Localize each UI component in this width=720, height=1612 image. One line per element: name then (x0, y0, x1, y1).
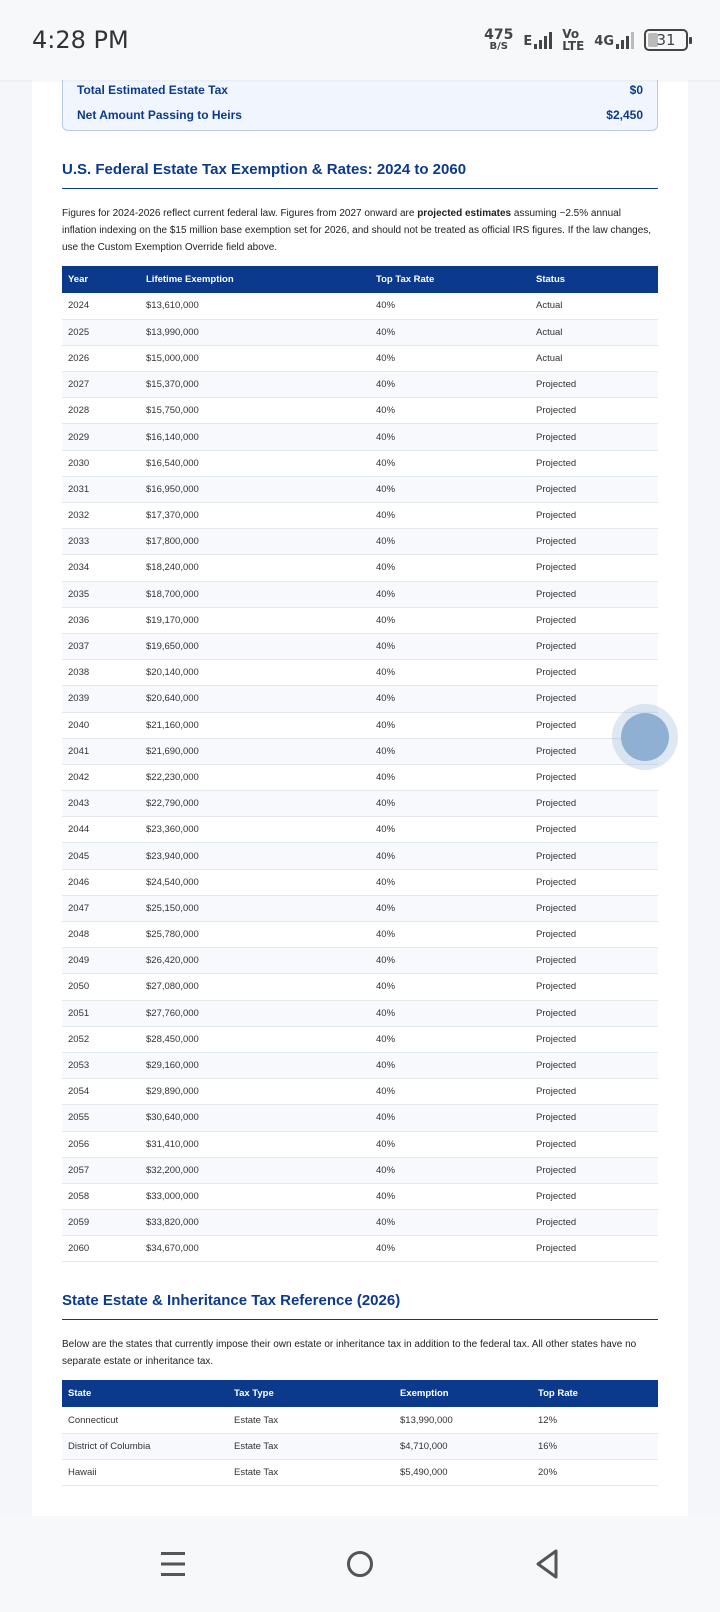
table-row (62, 660, 658, 686)
table-cell: $21,160,000 (140, 712, 370, 738)
table-cell: 2038 (62, 660, 140, 686)
table-cell: 2027 (62, 372, 140, 398)
table-cell: 2052 (62, 1026, 140, 1052)
table-cell: $23,940,000 (140, 843, 370, 869)
table-cell: 2035 (62, 581, 140, 607)
table-cell: 40% (370, 1000, 530, 1026)
summary-row-estate-tax (77, 80, 643, 100)
table-cell: 40% (370, 974, 530, 1000)
table-cell: $30,640,000 (140, 1105, 370, 1131)
table-cell: 2034 (62, 555, 140, 581)
table-cell: $21,690,000 (140, 738, 370, 764)
table-cell: 2044 (62, 817, 140, 843)
table-cell: 40% (370, 450, 530, 476)
table-row (62, 1236, 658, 1262)
table-cell: $24,540,000 (140, 869, 370, 895)
table-cell: 40% (370, 607, 530, 633)
table-cell: Projected (530, 764, 658, 790)
table-cell: 40% (370, 1052, 530, 1078)
header-year: Year (62, 266, 140, 293)
table-cell: Projected (530, 476, 658, 502)
table-cell: Projected (530, 869, 658, 895)
table-cell: 40% (370, 764, 530, 790)
table-cell: $26,420,000 (140, 948, 370, 974)
table-cell: Projected (530, 1157, 658, 1183)
table-cell: 40% (370, 869, 530, 895)
recent-apps-button[interactable] (143, 1539, 203, 1589)
header-top-rate: Top Rate (532, 1380, 658, 1407)
table-cell: Projected (530, 1183, 658, 1209)
table-cell: $23,360,000 (140, 817, 370, 843)
table-cell: Projected (530, 791, 658, 817)
table-cell: 40% (370, 712, 530, 738)
table-row (62, 1407, 658, 1433)
table-cell: 40% (370, 293, 530, 319)
header-rate: Top Tax Rate (370, 266, 530, 293)
table-cell: Projected (530, 1131, 658, 1157)
volte-bottom: LTE (562, 39, 585, 53)
home-button[interactable] (330, 1539, 390, 1589)
table-cell: 2041 (62, 738, 140, 764)
federal-description: Figures for 2024-2026 reflect current federal law. Figures from 2027 onward are projected estimates assuming ~2.5% annual inflation indexing on the $15 million base exemption set for 2026, and should not be treated as official IRS figures. If the law changes, use the Custom Exemption Override field above. (62, 208, 652, 253)
table-cell: Projected (530, 817, 658, 843)
state-tax-table (62, 1380, 658, 1486)
table-cell: Projected (530, 1210, 658, 1236)
table-cell: $33,000,000 (140, 1183, 370, 1209)
table-cell: $19,170,000 (140, 607, 370, 633)
table-cell: Projected (530, 1000, 658, 1026)
table-header-row (62, 1380, 658, 1407)
signal-2-icon (594, 31, 634, 49)
table-row (62, 1079, 658, 1105)
table-cell: 40% (370, 660, 530, 686)
table-cell: $15,370,000 (140, 372, 370, 398)
home-circle-icon (345, 1549, 375, 1579)
table-cell: Projected (530, 529, 658, 555)
floating-button-core[interactable] (621, 713, 669, 761)
table-cell: 2031 (62, 476, 140, 502)
table-cell: District of Columbia (62, 1433, 228, 1459)
table-cell: Projected (530, 398, 658, 424)
table-row (62, 555, 658, 581)
floating-assistive-button[interactable] (612, 704, 678, 770)
table-cell: 40% (370, 843, 530, 869)
table-cell: 40% (370, 529, 530, 555)
table-cell: $13,990,000 (394, 1407, 532, 1433)
table-cell: 40% (370, 476, 530, 502)
table-cell: 12% (532, 1407, 658, 1433)
clock: 4:28 PM (32, 26, 129, 54)
table-row (62, 581, 658, 607)
table-cell: $16,540,000 (140, 450, 370, 476)
table-cell: 40% (370, 1105, 530, 1131)
table-cell: $5,490,000 (394, 1459, 532, 1485)
table-cell: Projected (530, 503, 658, 529)
table-cell: 2028 (62, 398, 140, 424)
table-row (62, 869, 658, 895)
header-exemption: Exemption (394, 1380, 532, 1407)
table-cell: 40% (370, 1183, 530, 1209)
network-speed-unit: B/S (489, 41, 508, 52)
table-cell: 2053 (62, 1052, 140, 1078)
table-cell: Projected (530, 948, 658, 974)
table-cell: 2048 (62, 922, 140, 948)
back-button[interactable] (517, 1539, 577, 1589)
network-type-2: 4G (594, 34, 614, 49)
table-row (62, 293, 658, 319)
table-cell: Hawaii (62, 1459, 228, 1485)
summary-row-net-heirs (77, 100, 643, 130)
table-cell: $20,640,000 (140, 686, 370, 712)
table-cell: 40% (370, 372, 530, 398)
table-cell: Actual (530, 319, 658, 345)
summary-value: $0 (629, 83, 643, 97)
table-cell: $19,650,000 (140, 633, 370, 659)
table-cell: Projected (530, 1236, 658, 1262)
table-cell: 40% (370, 817, 530, 843)
table-cell: Projected (530, 450, 658, 476)
table-row (62, 948, 658, 974)
table-cell: 2030 (62, 450, 140, 476)
table-cell: Connecticut (62, 1407, 228, 1433)
table-cell: $27,080,000 (140, 974, 370, 1000)
table-cell: $17,800,000 (140, 529, 370, 555)
table-cell: 2047 (62, 895, 140, 921)
table-cell: 20% (532, 1459, 658, 1485)
table-row (62, 476, 658, 502)
table-cell: 40% (370, 1157, 530, 1183)
table-row (62, 712, 658, 738)
table-cell: Projected (530, 843, 658, 869)
table-cell: Projected (530, 1052, 658, 1078)
table-row (62, 1000, 658, 1026)
table-row (62, 345, 658, 371)
network-speed (484, 28, 513, 52)
table-row (62, 398, 658, 424)
table-cell: 40% (370, 424, 530, 450)
table-cell: Estate Tax (228, 1433, 394, 1459)
table-cell: 2042 (62, 764, 140, 790)
table-cell: Projected (530, 1079, 658, 1105)
battery-icon (644, 29, 688, 51)
state-description: Below are the states that currently impose their own estate or inheritance tax in addition to the federal tax. All other states have no separate estate or inheritance tax. (62, 1339, 637, 1368)
table-cell: Projected (530, 1105, 658, 1131)
table-row (62, 1459, 658, 1485)
table-cell: Projected (530, 581, 658, 607)
table-cell: 40% (370, 686, 530, 712)
table-row (62, 372, 658, 398)
table-cell: 2050 (62, 974, 140, 1000)
table-cell: $15,000,000 (140, 345, 370, 371)
table-row (62, 817, 658, 843)
table-cell: $15,750,000 (140, 398, 370, 424)
table-cell: 2045 (62, 843, 140, 869)
federal-section-title: U.S. Federal Estate Tax Exemption & Rates: 2024 to 2060 (62, 161, 658, 189)
status-bar (0, 0, 720, 80)
table-cell: Projected (530, 660, 658, 686)
table-cell: $20,140,000 (140, 660, 370, 686)
table-cell: 40% (370, 738, 530, 764)
summary-value: $2,450 (606, 108, 643, 122)
system-icons (484, 28, 688, 52)
table-row (62, 424, 658, 450)
table-cell: $34,670,000 (140, 1236, 370, 1262)
header-tax-type: Tax Type (228, 1380, 394, 1407)
table-cell: 16% (532, 1433, 658, 1459)
table-cell: $28,450,000 (140, 1026, 370, 1052)
signal-1-icon (523, 31, 552, 49)
table-cell: Actual (530, 345, 658, 371)
table-cell: 2059 (62, 1210, 140, 1236)
table-row (62, 1183, 658, 1209)
table-cell: $18,700,000 (140, 581, 370, 607)
table-cell: 2051 (62, 1000, 140, 1026)
table-cell: 40% (370, 555, 530, 581)
table-cell: 2033 (62, 529, 140, 555)
table-cell: 2036 (62, 607, 140, 633)
table-cell: Actual (530, 293, 658, 319)
table-cell: $33,820,000 (140, 1210, 370, 1236)
table-row (62, 974, 658, 1000)
page-content (32, 80, 688, 1516)
table-cell: $17,370,000 (140, 503, 370, 529)
table-cell: 40% (370, 1026, 530, 1052)
volte-top: Vo (562, 27, 580, 41)
table-cell: 40% (370, 1236, 530, 1262)
table-cell: Projected (530, 372, 658, 398)
table-cell: Projected (530, 424, 658, 450)
table-row (62, 764, 658, 790)
table-row (62, 686, 658, 712)
table-cell: 40% (370, 1079, 530, 1105)
table-row (62, 1210, 658, 1236)
table-cell: $25,150,000 (140, 895, 370, 921)
header-state: State (62, 1380, 228, 1407)
table-cell: 2026 (62, 345, 140, 371)
table-cell: 2046 (62, 869, 140, 895)
table-cell: Projected (530, 1026, 658, 1052)
table-cell: 2039 (62, 686, 140, 712)
table-row (62, 1052, 658, 1078)
table-cell: 2024 (62, 293, 140, 319)
summary-label: Total Estimated Estate Tax (77, 83, 228, 97)
federal-exemption-table (62, 266, 658, 1262)
table-cell: Projected (530, 895, 658, 921)
table-cell: 2060 (62, 1236, 140, 1262)
table-cell: Projected (530, 974, 658, 1000)
table-cell: $29,160,000 (140, 1052, 370, 1078)
table-cell: Projected (530, 922, 658, 948)
battery-level: 31 (656, 31, 676, 49)
table-cell: 2037 (62, 633, 140, 659)
table-cell: Projected (530, 686, 658, 712)
table-row (62, 319, 658, 345)
summary-label: Net Amount Passing to Heirs (77, 108, 242, 122)
table-cell: $16,140,000 (140, 424, 370, 450)
table-cell: Projected (530, 607, 658, 633)
table-row (62, 503, 658, 529)
table-cell: 40% (370, 895, 530, 921)
network-speed-value: 475 (484, 27, 514, 43)
table-cell: 40% (370, 1131, 530, 1157)
table-cell: 40% (370, 791, 530, 817)
table-cell: 40% (370, 503, 530, 529)
table-header-row (62, 266, 658, 293)
table-cell: 40% (370, 398, 530, 424)
table-cell: 2056 (62, 1131, 140, 1157)
table-cell: $13,990,000 (140, 319, 370, 345)
table-cell: $29,890,000 (140, 1079, 370, 1105)
table-row (62, 1026, 658, 1052)
table-row (62, 922, 658, 948)
table-row (62, 633, 658, 659)
table-cell: 40% (370, 319, 530, 345)
table-cell: Projected (530, 633, 658, 659)
table-row (62, 843, 658, 869)
table-row (62, 450, 658, 476)
navigation-bar (0, 1516, 720, 1612)
table-row (62, 529, 658, 555)
table-cell: 2025 (62, 319, 140, 345)
table-cell: 2057 (62, 1157, 140, 1183)
back-triangle-icon (533, 1548, 561, 1580)
table-cell: $16,950,000 (140, 476, 370, 502)
table-row (62, 1157, 658, 1183)
table-cell: $22,790,000 (140, 791, 370, 817)
table-cell: Estate Tax (228, 1459, 394, 1485)
table-row (62, 607, 658, 633)
table-cell: Projected (530, 555, 658, 581)
table-cell: 2043 (62, 791, 140, 817)
table-cell: 2032 (62, 503, 140, 529)
table-cell: $25,780,000 (140, 922, 370, 948)
table-cell: 2029 (62, 424, 140, 450)
table-cell: Projected (530, 738, 658, 764)
table-cell: 40% (370, 922, 530, 948)
table-cell: $13,610,000 (140, 293, 370, 319)
table-cell: $18,240,000 (140, 555, 370, 581)
table-cell: 2054 (62, 1079, 140, 1105)
table-cell: 40% (370, 1210, 530, 1236)
table-row (62, 1131, 658, 1157)
results-summary (62, 80, 658, 131)
table-row (62, 791, 658, 817)
table-row (62, 1433, 658, 1459)
table-row (62, 1105, 658, 1131)
header-status: Status (530, 266, 658, 293)
network-type-1: E (523, 34, 533, 49)
table-row (62, 738, 658, 764)
table-cell: $31,410,000 (140, 1131, 370, 1157)
menu-lines-icon (159, 1549, 187, 1579)
table-cell: $22,230,000 (140, 764, 370, 790)
table-cell: 2058 (62, 1183, 140, 1209)
state-section-title: State Estate & Inheritance Tax Reference (2026) (62, 1292, 658, 1320)
table-cell: $32,200,000 (140, 1157, 370, 1183)
table-cell: $27,760,000 (140, 1000, 370, 1026)
table-cell: 40% (370, 581, 530, 607)
table-cell: 2049 (62, 948, 140, 974)
table-cell: $4,710,000 (394, 1433, 532, 1459)
table-cell: 40% (370, 633, 530, 659)
table-cell: 40% (370, 345, 530, 371)
table-cell: 2055 (62, 1105, 140, 1131)
table-cell: Projected (530, 712, 658, 738)
volte-icon (562, 28, 584, 52)
table-cell: Estate Tax (228, 1407, 394, 1433)
header-exemption: Lifetime Exemption (140, 266, 370, 293)
table-cell: 40% (370, 948, 530, 974)
projected-estimates-emphasis: projected estimates (417, 208, 512, 219)
table-row (62, 895, 658, 921)
table-cell: 2040 (62, 712, 140, 738)
